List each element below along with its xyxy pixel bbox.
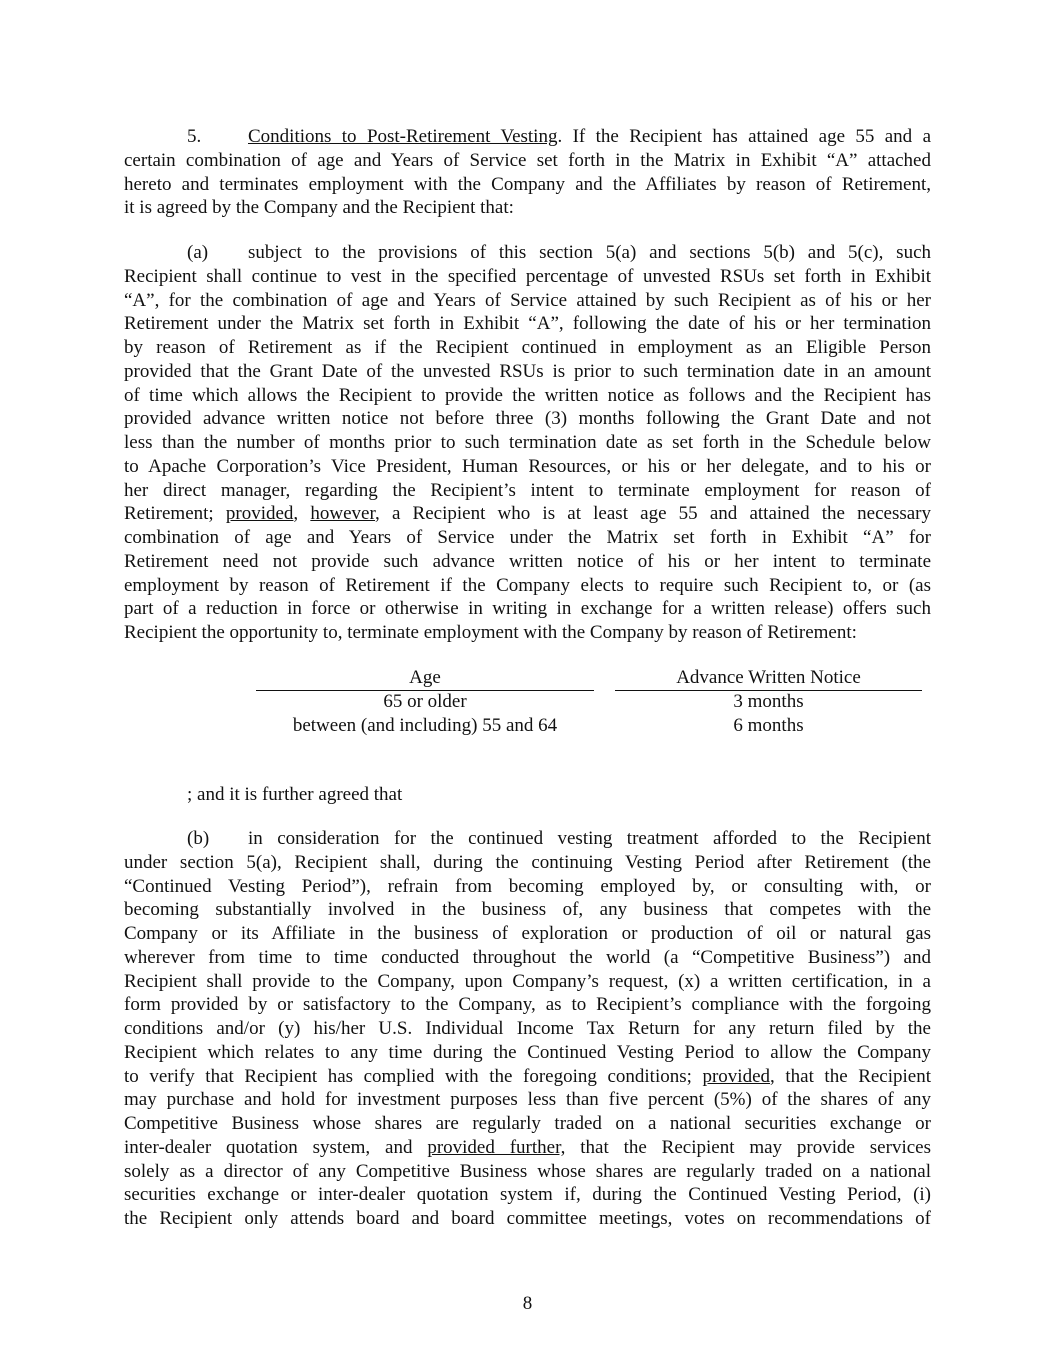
text-line [124,993,931,1017]
text-segment: hereto and terminates employment with the Company and the Affiliates by reason of Retirement, [124,173,931,195]
text-line [124,1183,931,1207]
text-line [124,149,931,173]
section-label: (a) [187,242,209,263]
text-line [124,1017,931,1041]
text-segment: subject to the provisions of this section 5(a) and sections 5(b) and 5(c), such [248,242,931,263]
text-segment: Retirement under the Matrix set forth in Exhibit “A”, following the date of his or her termination [124,313,931,335]
text-line [124,360,931,384]
text-segment: conditions and/or (y) his/her U.S. Individual Income Tax Return for any return filed by the [124,1018,931,1039]
header-age: Age [256,666,594,691]
text-line [124,1207,931,1231]
text-segment: it is agreed by the Company and the Recipient that: [124,197,514,219]
text-segment: in consideration for the continued vesting treatment afforded to the Recipient [248,828,931,849]
text-segment: securities exchange or inter-dealer quotation system if, during the Continued Vesting Period, (i) [124,1184,931,1206]
text-segment: Company or its Affiliate in the business of exploration or production of oil or natural gas [124,923,931,944]
text-line [124,526,931,550]
text-segment: Recipient the opportunity to, terminate employment with the Company by reason of Retirement: [124,622,857,643]
text-line [124,289,931,313]
text-line [124,970,931,994]
text-segment: Competitive Business whose shares are regularly traded on a national securities exchange or [124,1113,931,1134]
text-line [124,502,931,526]
text-line [124,336,931,360]
notice-cell: 3 months [733,691,804,712]
text-segment: solely as a director of any Competitive Business whose shares are regularly traded on a national [124,1160,931,1182]
text-segment: less than the number of months prior to such termination date as set forth in the Schedule below [124,432,931,453]
section-5b-paragraph [124,827,931,1231]
text-segment: , [293,503,311,525]
section-label: 5. [187,126,202,147]
text-segment: Retirement; [124,503,226,525]
text-line [124,621,931,645]
text-segment: “Continued Vesting Period”), refrain from becoming employed by, or consulting with, or [124,875,931,897]
text-line [124,265,931,289]
page-number: 8 [522,1293,533,1314]
text-line [124,922,931,946]
notice-schedule-table [256,666,922,738]
text-segment: , that the Recipient [770,1065,932,1087]
text-line [124,312,931,336]
text-segment: inter-dealer quotation system, and [124,1136,428,1158]
text-line [124,125,931,149]
text-line [124,827,931,851]
table-row [256,690,922,714]
age-cell: between (and including) 55 and 64 [292,715,558,736]
text-segment: to Apache Corporation’s Vice President, Human Resources, or his or her delegate, and to his or [124,455,931,477]
text-segment: her direct manager, regarding the Recipient’s intent to terminate employment for reason of [124,479,931,501]
text-segment: provided advance written notice not before three (3) months following the Grant Date and not [124,408,931,430]
text-segment: under section 5(a), Recipient shall, during the continuing Vesting Period after Retirement (the [124,851,931,873]
section-label: (b) [187,828,210,849]
text-segment: . If the Recipient has attained age 55 and a [557,126,931,147]
underlined-term: Conditions to Post-Retirement Vesting [248,126,558,147]
text-segment: wherever from time to time conducted throughout the world (a “Competitive Business”) and [124,946,931,968]
text-line [124,455,931,479]
underlined-term: however [310,503,376,525]
text-segment: employment by reason of Retirement if the Company elects to require such Recipient to, or (as [124,574,931,596]
text-segment: becoming substantially involved in the business of, any business that competes with the [124,899,931,921]
table-row [256,714,922,738]
text-line [124,479,931,503]
underlined-term: provided [225,503,294,525]
text-segment: combination of age and Years of Service under the Matrix set forth in Exhibit “A” for [124,527,931,548]
text-segment: form provided by or satisfactory to the Company, as to Recipient’s compliance with the forgoing [124,994,931,1016]
text-line [124,898,931,922]
header-advance-written-notice: Advance Written Notice [615,666,922,691]
text-line [124,946,931,970]
text-line [124,1112,931,1136]
underlined-term: provided further, [427,1136,566,1158]
text-segment: may purchase and hold for investment purposes less than five percent (5%) of the shares of any [124,1089,931,1111]
text-segment: part of a reduction in force or otherwise in writing in exchange for a written release) offers such [124,598,931,620]
text-segment: Recipient shall provide to the Company, upon Company’s request, (x) a written certification, in a [124,970,931,992]
text-segment: Recipient which relates to any time during the Continued Vesting Period to allow the Company [124,1041,931,1063]
further-agreed-text: ; and it is further agreed that [187,784,403,805]
text-line [124,1041,931,1065]
section-5-paragraph [124,125,931,220]
text-line [124,384,931,408]
text-segment: by reason of Retirement as if the Recipient continued in employment as an Eligible Person [124,337,931,358]
text-line [124,407,931,431]
text-segment: that the Recipient may provide services [565,1136,931,1158]
text-segment: provided that the Grant Date of the unvested RSUs is prior to such termination date in an amount [124,360,931,382]
text-line [124,1065,931,1089]
text-segment: Recipient shall continue to vest in the specified percentage of unvested RSUs set forth in Exhibit [124,265,931,287]
text-line [124,550,931,574]
text-line [124,574,931,598]
notice-cell: 6 months [733,715,804,736]
text-segment: to verify that Recipient has complied with the foregoing conditions; [124,1065,703,1087]
text-segment: Retirement need not provide such advance written notice of his or her intent to terminate [124,550,931,572]
text-line [124,196,931,220]
text-segment: the Recipient only attends board and board committee meetings, votes on recommendations of [124,1208,931,1229]
text-line [124,173,931,197]
table-header-row [256,666,922,690]
underlined-term: provided [702,1065,771,1087]
text-line [124,851,931,875]
text-line [124,1088,931,1112]
text-line [124,241,931,265]
text-line [124,875,931,899]
text-line [124,431,931,455]
text-line [124,1136,931,1160]
text-segment: of time which allows the Recipient to provide the written notice as follows and the Recipient has [124,384,931,406]
text-line [124,597,931,621]
age-cell: 65 or older [383,691,467,712]
section-5a-paragraph [124,241,931,645]
text-segment: “A”, for the combination of age and Years of Service attained by such Recipient as of his or her [124,289,931,311]
text-line [124,1160,931,1184]
text-segment: certain combination of age and Years of Service set forth in the Matrix in Exhibit “A” attached [124,149,931,171]
text-segment: , a Recipient who is at least age 55 and attained the necessary [375,503,932,525]
